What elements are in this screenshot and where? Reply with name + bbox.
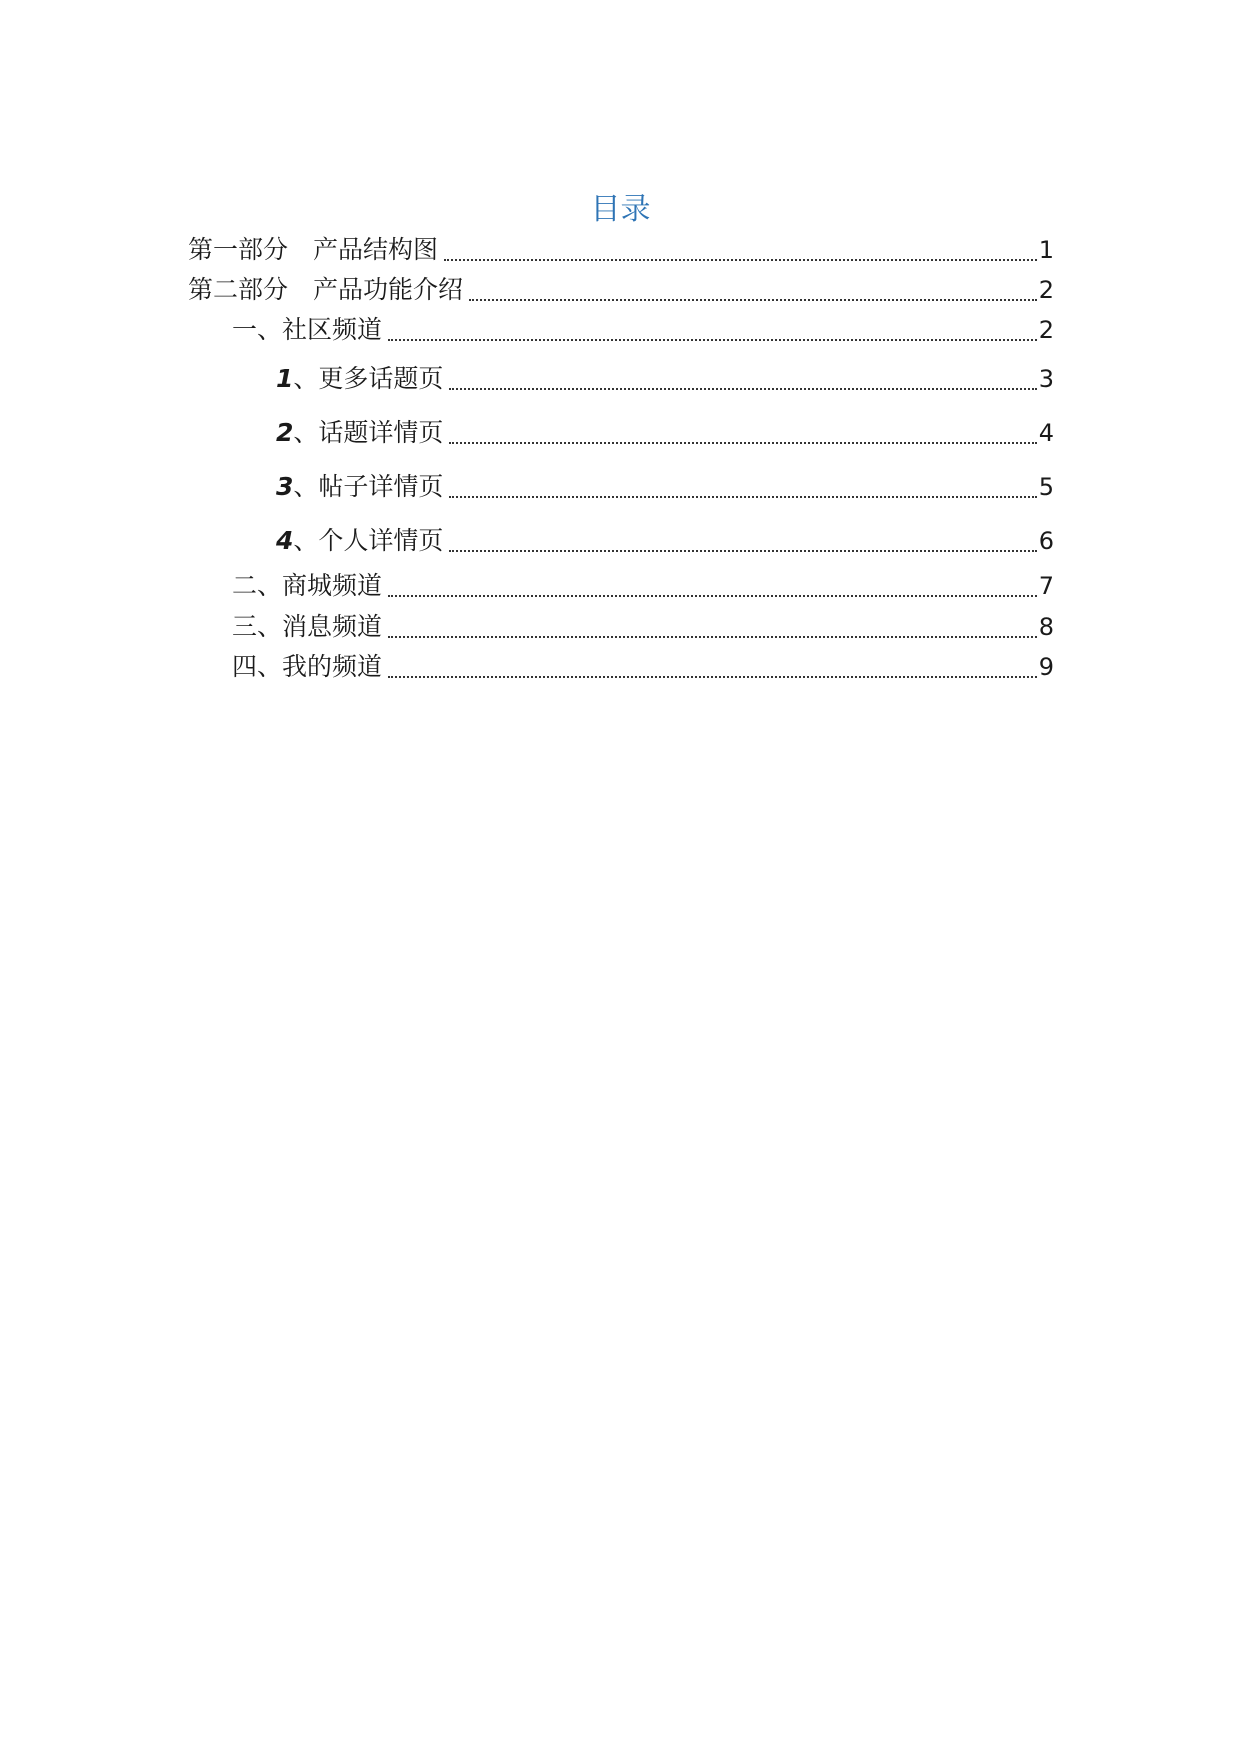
toc-entry-number: 4 (276, 526, 294, 555)
toc-page-number: 2 (1038, 316, 1054, 344)
toc-entry-text: 、话题详情页 (293, 418, 444, 447)
toc-entry-community-channel[interactable] (232, 313, 1054, 347)
toc-entry-mall-channel[interactable] (232, 569, 1054, 603)
toc-entry-label (276, 362, 449, 396)
toc-page-number: 8 (1038, 613, 1054, 641)
toc-page-number: 5 (1038, 473, 1054, 501)
toc-entry-label (276, 524, 449, 558)
toc-entry-label: 一、社区频道 (232, 313, 388, 347)
dot-leader (388, 595, 1037, 597)
toc-page-number: 1 (1038, 236, 1054, 264)
dot-leader (449, 550, 1036, 552)
toc-entry-my-channel[interactable] (232, 650, 1054, 684)
toc-entry-part-2[interactable] (188, 273, 1054, 307)
toc-entry-label: 第一部分 产品结构图 (188, 233, 444, 267)
toc-entry-topic-detail-page[interactable] (276, 416, 1054, 450)
dot-leader (388, 676, 1037, 678)
toc-entry-more-topics-page[interactable] (276, 362, 1054, 396)
toc-entry-label: 四、我的频道 (232, 650, 388, 684)
toc-entry-label: 二、商城频道 (232, 569, 388, 603)
dot-leader (449, 388, 1036, 390)
toc-page-number: 2 (1038, 276, 1054, 304)
toc-entry-label (276, 470, 449, 504)
toc-entry-label: 三、消息频道 (232, 610, 388, 644)
toc-entry-number: 1 (276, 364, 294, 393)
toc-entry-label: 第二部分 产品功能介绍 (188, 273, 469, 307)
dot-leader (449, 496, 1036, 498)
toc-entry-text: 、帖子详情页 (293, 472, 444, 501)
toc-page-number: 3 (1038, 365, 1054, 393)
toc-page-number: 9 (1038, 653, 1054, 681)
dot-leader (388, 339, 1037, 341)
toc-entry-number: 3 (276, 472, 294, 501)
dot-leader (449, 442, 1036, 444)
toc-entry-profile-detail-page[interactable] (276, 524, 1054, 558)
toc-entry-text: 、个人详情页 (293, 526, 444, 555)
toc-entry-label (276, 416, 449, 450)
toc-entry-text: 、更多话题页 (293, 364, 444, 393)
toc-page-number: 4 (1038, 419, 1054, 447)
toc-entry-number: 2 (276, 418, 294, 447)
dot-leader (444, 259, 1037, 261)
dot-leader (469, 299, 1037, 301)
toc-entry-post-detail-page[interactable] (276, 470, 1054, 504)
toc-page-number: 6 (1038, 527, 1054, 555)
toc-entry-message-channel[interactable] (232, 610, 1054, 644)
dot-leader (388, 636, 1037, 638)
toc-entry-part-1[interactable] (188, 233, 1054, 267)
toc-title: 目录 (590, 192, 651, 227)
toc-page-number: 7 (1038, 572, 1054, 600)
